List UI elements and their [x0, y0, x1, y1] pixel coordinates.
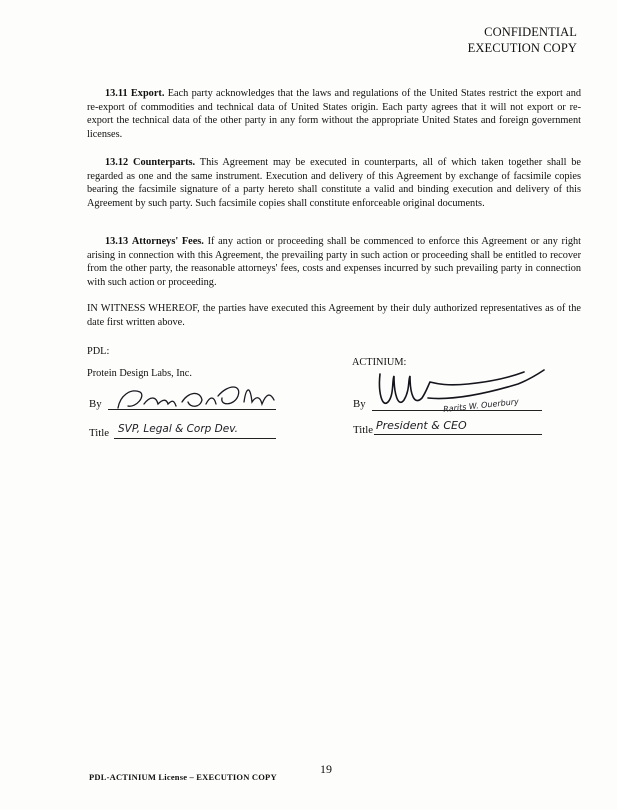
actinium-title-label: Title	[353, 424, 374, 436]
actinium-signature	[368, 362, 558, 422]
pdl-signature	[110, 378, 280, 418]
section-number: 13.12	[105, 157, 129, 168]
section-number: 13.13	[105, 236, 129, 247]
pdl-by-label: By	[89, 398, 102, 410]
pdl-company-name: Protein Design Labs, Inc.	[87, 368, 192, 379]
pdl-title-label: Title	[89, 427, 110, 439]
section-title: Attorneys' Fees.	[131, 236, 204, 247]
header-line-confidential: CONFIDENTIAL	[484, 25, 577, 39]
actinium-by-label: By	[353, 398, 366, 410]
actinium-party-label: ACTINIUM:	[352, 357, 407, 368]
actinium-title-line	[374, 434, 542, 435]
actinium-printed-name: Rarits W. Ouerbury	[442, 397, 520, 414]
section-title: Counterparts.	[133, 157, 196, 168]
section-attorneys-fees	[87, 235, 581, 289]
pdl-title-line	[114, 438, 276, 439]
confidential-header	[468, 24, 577, 56]
page-number: 19	[320, 762, 332, 776]
section-title: Export.	[130, 88, 165, 99]
section-text: This Agreement may be executed in counterparts, all of which taken together shall be regarded as one and the same instrument. Execution and delivery of this Agreement by exchange of facsimile copies bearing the facsimile signature of a party hereto shall constitute a valid and binding execution and delivery of this Agreement by such party. Such facsimile copies shall constitute enforceable original documents.	[87, 157, 582, 209]
section-number: 13.11	[105, 88, 128, 99]
footer-label: PDL-ACTINIUM License – EXECUTION COPY	[89, 772, 277, 782]
pdl-party-label: PDL:	[87, 346, 110, 357]
section-export	[87, 87, 581, 141]
header-line-execution-copy: EXECUTION COPY	[467, 41, 577, 55]
section-text: Each party acknowledges that the laws and regulations of the United States restrict the export and re-export of commodities and technical data of United States origin. Each party agrees that it will not export or re-export the technical data of the other party in any form without the appropriate United States and foreign government licenses.	[87, 88, 581, 140]
section-counterparts	[87, 156, 581, 210]
actinium-title-value: President & CEO	[376, 419, 467, 432]
witness-clause: IN WITNESS WHEREOF, the parties have executed this Agreement by their duly authorized representatives as of the date first written above.	[87, 303, 581, 328]
pdl-title-value: SVP, Legal & Corp Dev.	[118, 423, 238, 435]
section-text: If any action or proceeding shall be commenced to enforce this Agreement or any right arising in connection with this Agreement, the prevailing party in such action or proceeding shall be entitled to recover from the other party, the reasonable attorneys' fees, costs and expenses incurred by such prevailing party in connection with such action or proceeding.	[87, 236, 581, 288]
